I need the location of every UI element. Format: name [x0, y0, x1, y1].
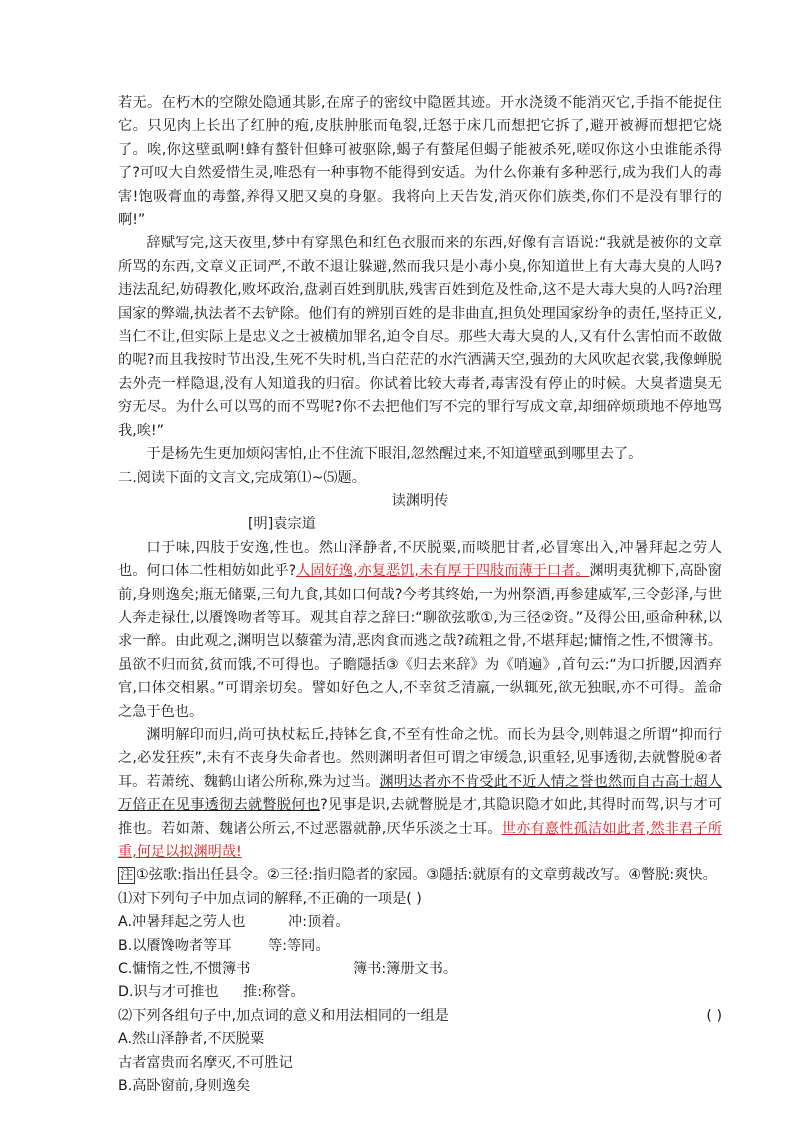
q1-option-d — [118, 981, 722, 1004]
section-heading: 二.阅读下面的文言文,完成第⑴~⑸题。 — [118, 469, 366, 486]
q1-option-a-gloss: 冲:顶着。 — [288, 914, 350, 931]
p2-red-underlined: 世亦有憙性孤洁如此者,然非君子所重,何足以拟渊明哉! — [118, 820, 722, 860]
p2-text-b: ?见事是识,去就瞥脱是才,其隐识隐才如此,其得时而驾,识与才可推也。若如萧、魏诸公所云,不过恶嚣就静,厌华乐淡之士耳。 — [118, 797, 722, 837]
p2-text-a: 渊明解印而归,尚可执杖耘丘,持钵乞食,不至有性命之忧。而长为县令,则韩退之所谓“抑而行之,必发狂疾”,未有不丧身失命者也。然则渊明者但可谓之审缓急,识重轻,见事透彻,去就瞥脱④者耳。若萧统、魏鹤山诸公所称,殊为过当。 — [118, 726, 722, 790]
q1-option-b-sentence: B.以餍馋吻者等耳 — [118, 937, 232, 954]
translation-paragraph-3: 于是杨先生更加烦闷害怕,止不住流下眼泪,忽然醒过来,不知道壁虱到哪里去了。 — [146, 446, 643, 463]
q1-option-b — [118, 935, 722, 958]
q1-option-b-gloss: 等:等同。 — [268, 937, 330, 954]
question-2-stem: ⑵下列各组句子中,加点词的意义和用法相同的一组是 — [118, 1007, 449, 1024]
p2-underlined: 渊明达者亦不肯受此不近人情之誉也然而自古高士超人万倍正在见事透彻去就瞥脱何也 — [118, 773, 722, 814]
question-1-stem: ⑴对下列句子中加点词的解释,不正确的一项是( ) — [118, 890, 422, 907]
passage-paragraph-1 — [118, 537, 722, 724]
p1-text-b: 渊明夷犹柳下,高卧窗前,身则逸矣;瓶无储粟,三旬九食,其如口何哉?今考其终始,一为州祭酒,再参建威军,三令彭泽,与世人奔走禄仕,以餍馋吻者等耳。观其自荐之辞曰:“聊欲弦歌①,为三径②资。”及得公田,亟命种秫,以求一醉。由此观之,渊明岂以藜藿为清,恶肉食而逃之哉?疏粗之骨,不堪拜起;慵惰之性,不惯簿书。虽欲不归而贫,贫而饿,不可得也。子瞻隱括③《归去来辞》为《哨遍》,首句云:“为口折腰,因酒弃官,口体交相累。”可谓亲切矣。譬如好色之人,不幸贫乏清羸,一纵辄死,欲无独眠,亦不可得。盖命之急于色也。 — [118, 563, 722, 720]
passage-title: 读渊明传 — [391, 492, 449, 509]
q1-option-d-gloss: 推:称誉。 — [243, 984, 305, 1001]
notes — [118, 864, 722, 887]
q2-option-a-line-2: 古者富贵而名摩灭,不可胜记 — [118, 1054, 293, 1071]
note-mark: 注 — [120, 868, 134, 884]
notes-text: ①弦歌:指出任县令。②三径:指归隐者的家园。③隱括:就原有的文章剪裁改写。④瞥脱:爽快。 — [136, 867, 717, 884]
passage-author: [明]袁宗道 — [248, 516, 316, 533]
q1-option-d-sentence: D.识与才可推也 — [118, 984, 219, 1001]
passage-paragraph-2 — [118, 724, 722, 864]
translation-paragraph-2: 辞赋写完,这天夜里,梦中有穿黑色和红色衣服而来的东西,好像有言语说:“我就是被你的文章所骂的东西,文章义正词严,不敢不退让躲避,然而我只是小毒小臭,你知道世上有大毒大臭的人吗?违法乱纪,妨碍教化,败坏政治,盘剥百姓到肌肤,残害百姓到危及性命,这不是大毒大臭的人吗?治理国家的弊端,执法者不去铲除。他们有的辨别百姓的是非曲直,担负处理国家纷争的责任,坚持正义,当仁不让,但实际上是忠义之士被横加罪名,迫令自尽。那些大毒大臭的人,又有什么害怕而不敢做的呢?而且我按时节出没,生死不失时机,当白茫茫的水汽洒满天空,强劲的大风吹起衣裳,我像蝉脱去外壳一样隐退,没有人知道我的归宿。你试着比较大毒者,毒害没有停止的时候。大臭者遗臭无穷无尽。为什么可以骂的而不骂呢?你不去把他们写不完的罪行写成文章,却细碎烦琐地不停地骂我,唉!” — [118, 235, 722, 439]
q1-option-c-sentence: C.慵惰之性,不惯簿书 — [118, 961, 251, 978]
q2-option-b-line-1: B.高卧窗前,身则逸矣 — [118, 1078, 251, 1095]
p1-text-a: 口于味,四肢于安逸,性也。然山泽静者,不厌脱粟,而啖肥甘者,必冒寒出入,冲暑拜起之劳人也。何口体二性相妨如此乎? — [118, 539, 722, 580]
p1-red-underlined: 人固好逸,亦复恶饥,未有厚于四肢而薄于口者。 — [296, 563, 590, 580]
document-page — [118, 92, 722, 1098]
translation-paragraph-1: 若无。在朽木的空隙处隐通其影,在席子的密纹中隐匿其迹。开水浇烫不能消灭它,手指不能捉住它。只见肉上长出了红肿的疱,皮肤肿胀而龟裂,迁怒于床几而想把它拆了,避开被褥而想把它烧了。唉,你这壁虱啊!蜂有螯针但蜂可被驱除,蝎子有螯尾但蝎子能被杀死,嗟叹你这小虫谁能杀得了?可叹大自然爱惜生灵,唯恐有一种事物不能得到安适。为什么你兼有多种恶行,成为我们人的毒害!饱吸膏血的毒螫,养得又肥又臭的身躯。我将向上天告发,消灭你们族类,你们不是没有罪行的啊!” — [118, 95, 722, 229]
q1-option-c-gloss: 簿书:簿册文书。 — [353, 961, 458, 978]
q1-option-a — [118, 911, 722, 934]
q1-option-a-sentence: A.冲暑拜起之劳人也 — [118, 914, 246, 931]
q1-option-c — [118, 958, 722, 981]
answer-paren: ( ) — [706, 1007, 722, 1024]
q2-option-a-line-1: A.然山泽静者,不厌脱粟 — [118, 1031, 265, 1048]
question-2-stem-row — [118, 1005, 722, 1028]
